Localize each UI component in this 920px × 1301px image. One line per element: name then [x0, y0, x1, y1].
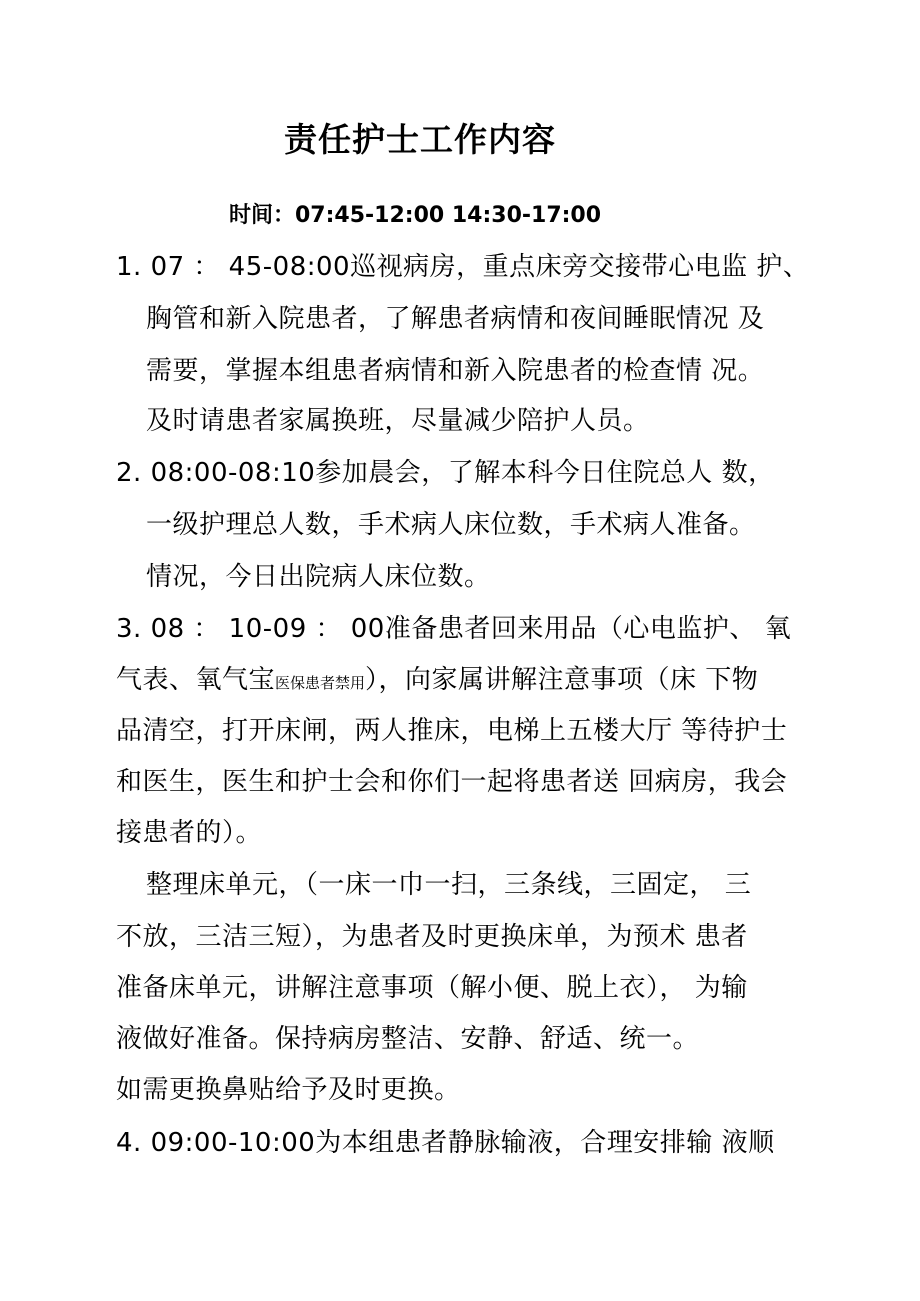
text-line: 2. 08:00-08:10参加晨会，了解本科今日住院总人 数，	[116, 458, 775, 488]
work-time: 时间：07:45-12:00 14:30-17:00	[229, 203, 602, 228]
text-line: 一级护理总人数，手术病人床位数，手术病人准备。	[146, 510, 756, 540]
text-line: 1. 07 ： 45-08:00巡视病房，重点床旁交接带心电监 护、	[116, 252, 810, 282]
text-line: 胸管和新入院患者，了解患者病情和夜间睡眠情况 及	[146, 304, 765, 334]
document-title: 责任护士工作内容	[284, 120, 556, 159]
text-line: 如需更换鼻贴给予及时更换。	[116, 1075, 461, 1105]
text-line: 4. 09:00-10:00为本组患者静脉输液，合理安排输 液顺	[116, 1128, 775, 1158]
text-line: 准备床单元，讲解注意事项（解小便、脱上衣）， 为输	[116, 973, 748, 1003]
text-line: 及时请患者家属换班，尽量减少陪护人员。	[146, 406, 650, 436]
text-line: 接患者的）。	[116, 818, 263, 848]
text-line: 液做好准备。保持病房整洁、安静、舒适、统一。	[116, 1024, 700, 1054]
text-segment: 气表、氧气宝	[116, 665, 276, 695]
text-line: 和医生，医生和护士会和你们一起将患者送 回病房，我会	[116, 767, 788, 797]
text-line: 需要，掌握本组患者病情和新入院患者的检查情 况。	[146, 356, 765, 386]
text-line: 不放，三洁三短），为患者及时更换床单，为预术 患者	[116, 922, 748, 952]
text-line	[116, 663, 758, 700]
small-note: 医保患者禁用	[275, 674, 366, 692]
text-line: 3. 08 ： 10-09 ： 00准备患者回来用品（心电监护、 氧	[116, 614, 792, 644]
text-line: 情况，今日出院病人床位数。	[146, 562, 491, 592]
text-line: 整理床单元，（一床一巾一扫，三条线，三固定， 三	[146, 870, 752, 900]
text-segment: ），向家属讲解注意事项（床 下物	[365, 665, 759, 695]
text-line: 品清空，打开床闸，两人推床，电梯上五楼大厅 等待护士	[116, 716, 788, 746]
